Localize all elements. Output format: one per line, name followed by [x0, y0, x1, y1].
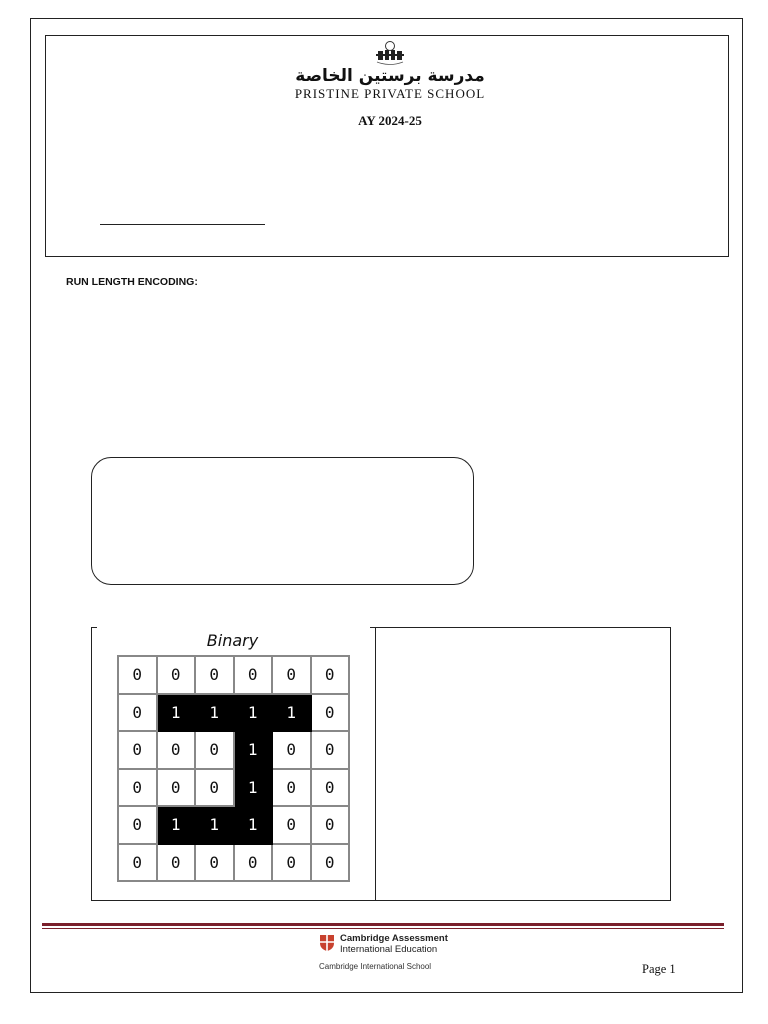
blank-rounded-box [91, 457, 474, 585]
grid-cell: 0 [158, 770, 197, 808]
grid-cell: 0 [158, 657, 197, 695]
grid-cell: 0 [273, 845, 312, 883]
grid-cell: 1 [235, 695, 274, 733]
school-crest-icon [370, 40, 410, 68]
figure-cell-corner-left [91, 627, 97, 628]
grid-cell: 1 [196, 807, 235, 845]
grid-cell: 0 [312, 770, 351, 808]
grid-cell: 0 [273, 770, 312, 808]
grid-cell: 1 [273, 695, 312, 733]
grid-cell: 0 [158, 845, 197, 883]
answer-cell [375, 627, 671, 901]
grid-cell: 0 [119, 845, 158, 883]
cambridge-shield-icon [319, 934, 335, 952]
grid-cell: 0 [196, 770, 235, 808]
section-heading: RUN LENGTH ENCODING: [66, 276, 198, 288]
grid-cell: 1 [196, 695, 235, 733]
grid-cell: 0 [273, 657, 312, 695]
grid-cell: 1 [158, 807, 197, 845]
grid-cell: 0 [273, 807, 312, 845]
school-name-english: PRISTINE PRIVATE SCHOOL [294, 86, 486, 101]
cambridge-brand-line3: Cambridge International School [319, 962, 432, 971]
grid-cell: 0 [119, 657, 158, 695]
grid-cell: 0 [119, 732, 158, 770]
academic-year: AY 2024-25 [358, 113, 422, 128]
grid-cell: 0 [196, 845, 235, 883]
grid-cell: 0 [119, 807, 158, 845]
binary-image-grid [117, 655, 350, 882]
footer-rule-thin [42, 928, 724, 929]
footer-rule-thick [42, 923, 724, 926]
grid-cell: 0 [119, 770, 158, 808]
grid-cell: 0 [273, 732, 312, 770]
grid-cell: 0 [312, 845, 351, 883]
grid-cell: 0 [158, 732, 197, 770]
cambridge-brand-line2: International Education [340, 944, 438, 955]
grid-cell: 1 [235, 732, 274, 770]
grid-cell: 0 [312, 695, 351, 733]
cambridge-brand-line1: Cambridge Assessment [340, 933, 448, 944]
school-name-arabic: مدرسة برستين الخاصة [295, 66, 485, 86]
grid-cell: 0 [196, 732, 235, 770]
grid-cell: 1 [235, 807, 274, 845]
grid-cell: 1 [235, 770, 274, 808]
grid-cell: 0 [235, 657, 274, 695]
grid-cell: 0 [196, 657, 235, 695]
page-number: Page 1 [642, 962, 676, 976]
grid-cell: 0 [312, 807, 351, 845]
grid-cell: 0 [312, 732, 351, 770]
binary-image-title: Binary [206, 631, 259, 650]
grid-cell: 0 [119, 695, 158, 733]
grid-cell: 0 [235, 845, 274, 883]
name-underline [100, 224, 265, 225]
grid-cell: 1 [158, 695, 197, 733]
grid-cell: 0 [312, 657, 351, 695]
